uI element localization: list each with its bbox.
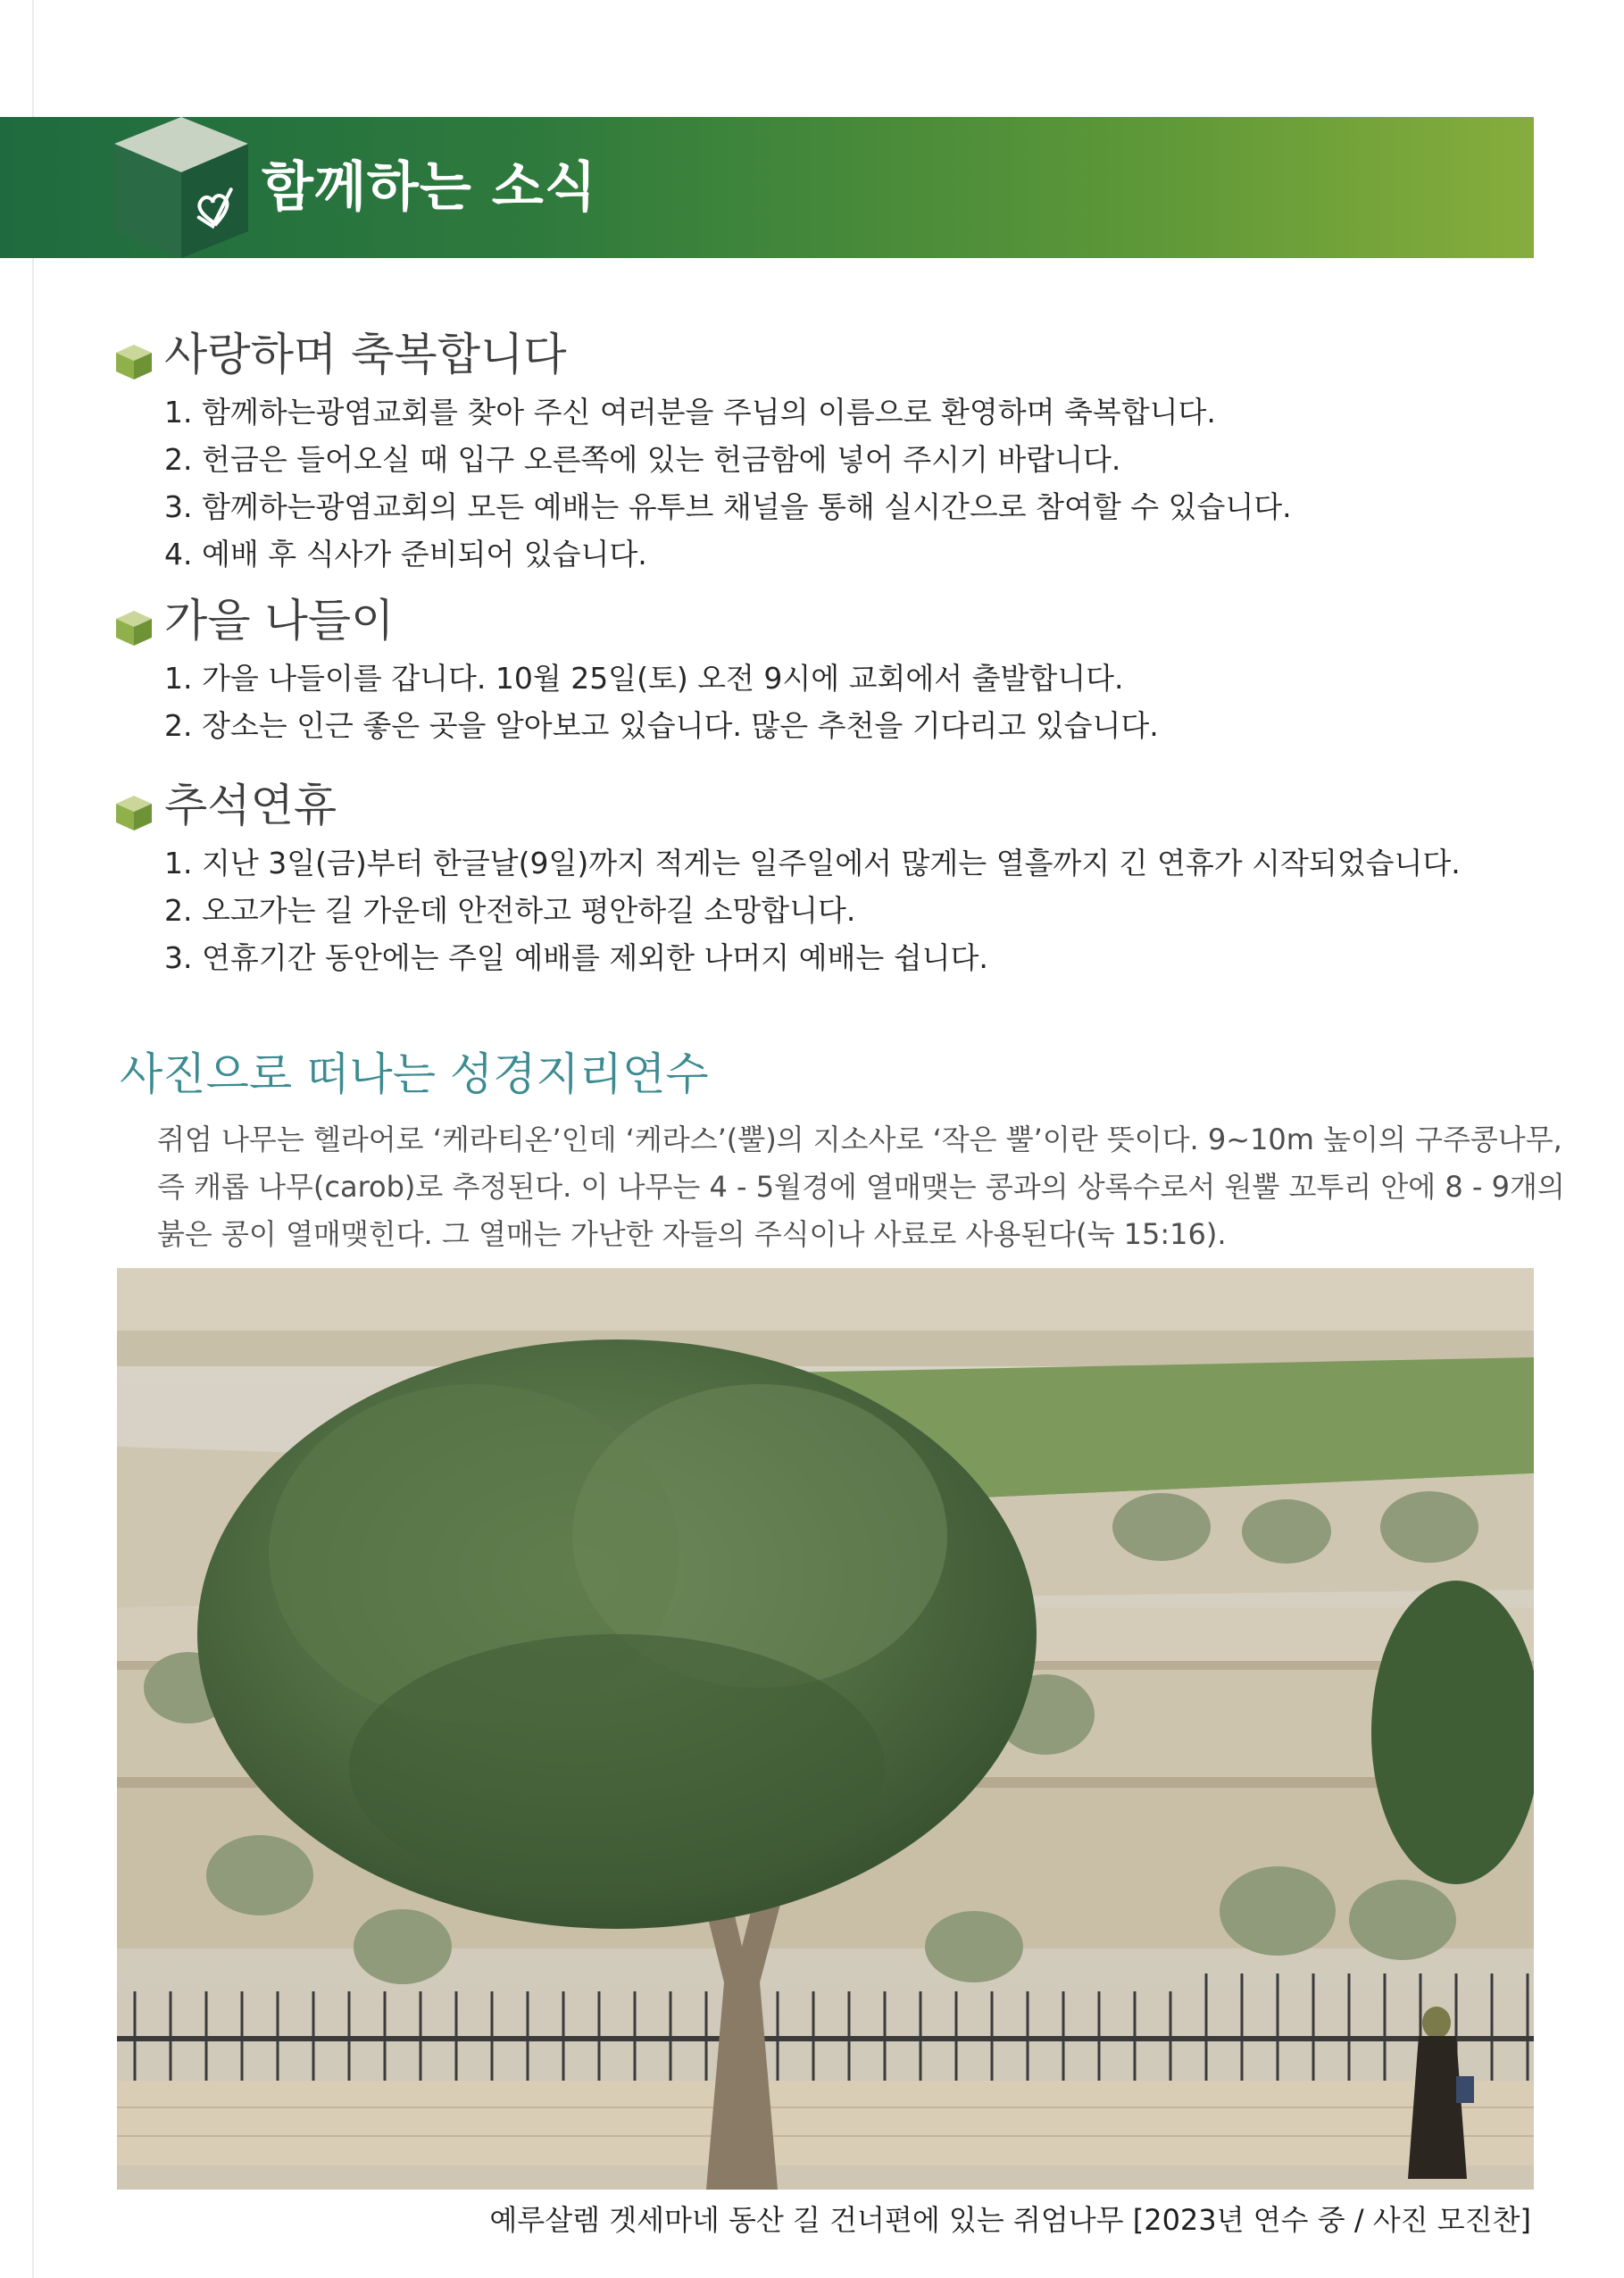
page-margin-line (32, 0, 34, 2278)
section-title: 추석연휴 (164, 780, 337, 831)
cube-bullet-icon (114, 608, 154, 647)
list-item: 3. 함께하는광염교회의 모든 예배는 유투브 채널을 통해 실시간으로 참여할 수 있습니다. (164, 489, 1292, 524)
cube-bullet-icon (114, 342, 154, 381)
page-title: 함께하는 소식 (262, 156, 597, 219)
list-item: 3. 연휴기간 동안에는 주일 예배를 제외한 나머지 예배는 쉽니다. (164, 940, 988, 975)
list-item: 2. 헌금은 들어오실 때 입구 오른쪽에 있는 헌금함에 넣어 주시기 바랍니다. (164, 442, 1121, 477)
feature-paragraph-line: 즉 캐롭 나무(carob)로 추정된다. 이 나무는 4 - 5월경에 열매맺는 콩과의 상록수로서 원뿔 꼬투리 안에 8 - 9개의 (157, 1170, 1565, 1204)
section-autumn-outing (114, 592, 1543, 749)
heart-cube-icon (114, 117, 248, 258)
section-heading (114, 777, 1543, 834)
section-chuseok-holiday (114, 777, 1543, 981)
section-title: 가을 나들이 (164, 595, 395, 647)
list-item: 2. 오고가는 길 가운데 안전하고 평안하길 소망합니다. (164, 893, 856, 928)
list-item: 1. 가을 나들이를 갑니다. 10월 25일(토) 오전 9시에 교회에서 출발합니다. (164, 661, 1124, 696)
feature-body (157, 1116, 1565, 1258)
list-item: 4. 예배 후 식사가 준비되어 있습니다. (164, 537, 647, 572)
announcement-list (114, 655, 1543, 749)
carob-tree-photo (117, 1268, 1534, 2190)
announcement-list (114, 388, 1543, 578)
list-item: 2. 장소는 인근 좋은 곳을 알아보고 있습니다. 많은 추천을 기다리고 있습니다. (164, 708, 1159, 743)
section-heading (114, 592, 1543, 649)
feature-paragraph-line: 붉은 콩이 열매맺힌다. 그 열매는 가난한 자들의 주식이나 사료로 사용된다(눅 15:16). (157, 1217, 1227, 1251)
list-item: 1. 지난 3일(금)부터 한글날(9일)까지 적게는 일주일에서 많게는 열흘까지 긴 연휴가 시작되었습니다. (164, 846, 1461, 880)
cube-bullet-icon (114, 793, 154, 832)
feature-paragraph-line: 쥐엄 나무는 헬라어로 ‘케라티온’인데 ‘케라스’(뿔)의 지소사로 ‘작은 뿔’이란 뜻이다. 9~10m 높이의 구주콩나무, (157, 1122, 1562, 1156)
section-heading (114, 326, 1543, 383)
section-title: 사랑하며 축복합니다 (164, 329, 567, 380)
feature-title: 사진으로 떠나는 성경지리연수 (120, 1048, 709, 1100)
announcement-list (114, 839, 1543, 981)
photo-caption: 예루살렘 겟세마네 동산 길 건너편에 있는 쥐엄나무 [2023년 연수 중 / 사진 모진찬] (489, 2203, 1531, 2237)
section-blessing (114, 326, 1543, 578)
list-item: 1. 함께하는광염교회를 찾아 주신 여러분을 주님의 이름으로 환영하며 축복합니다. (164, 395, 1216, 430)
